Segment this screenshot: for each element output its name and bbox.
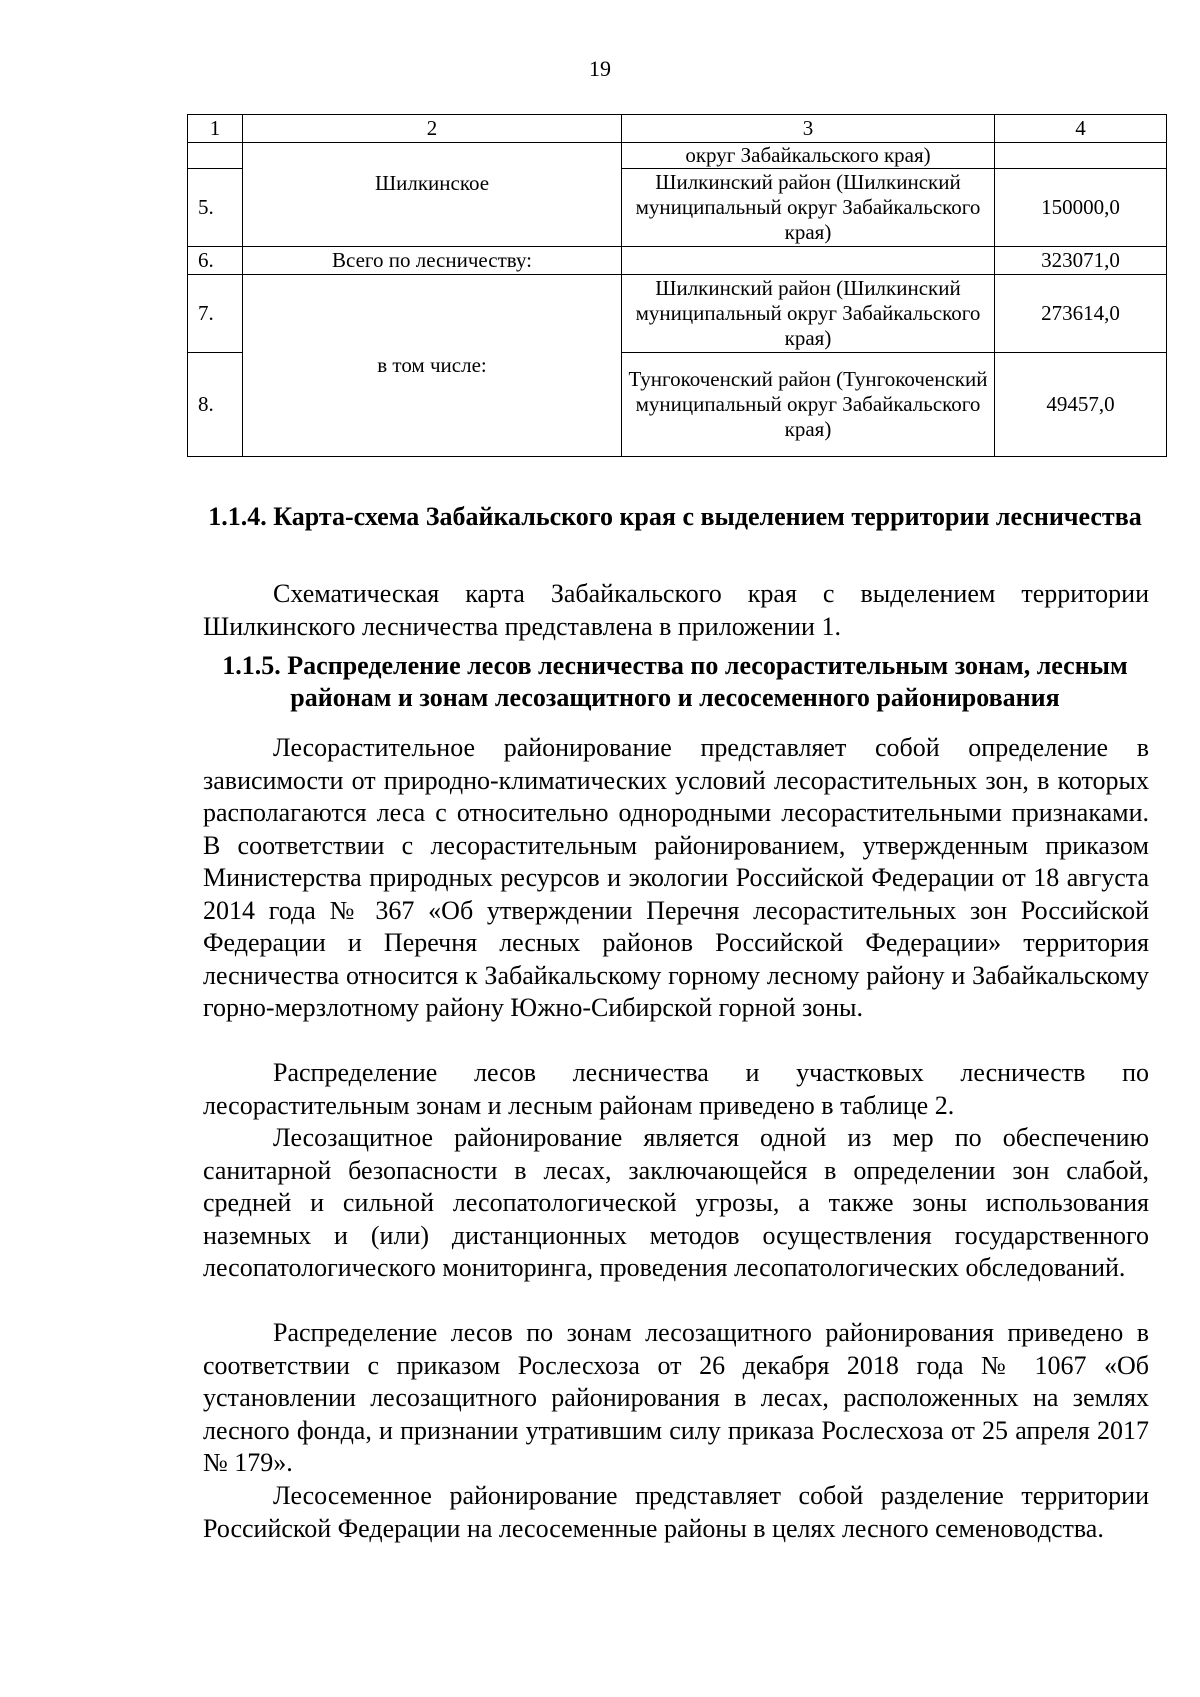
district-cell: Шилкинский район (Шилкинский муниципальный округ Забайкальского края)	[622, 275, 995, 353]
forestry-table	[187, 114, 1167, 457]
area-cell	[995, 143, 1167, 169]
district-cell	[622, 247, 995, 275]
paragraph-forest-protection-zoning: Лесозащитное районирование является одной из мер по обеспечению санитарной безопасности в лесах, заключающейся в определении зон слабой, средней и сильной лесопатологической угрозы, а также зоны использования наземных и (или) дистанционных методов осуществления государственного лесопатологического мониторинга, проведения лесопатологических обследований.	[203, 1123, 1149, 1282]
row-number-cell: 8.	[188, 353, 243, 457]
row-number-cell: 5.	[188, 169, 243, 247]
section-114-paragraph: Схематическая карта Забайкальского края с выделением территории Шилкинского лесничества представлена в приложении 1.	[203, 579, 1149, 641]
district-cell: округ Забайкальского края)	[622, 143, 995, 169]
name-cell	[243, 143, 622, 247]
row-number-cell	[188, 143, 243, 169]
section-114-heading: 1.1.4. Карта-схема Забайкальского края с выделением территории лесничества	[208, 502, 1142, 531]
table-header-cell: 1	[188, 115, 243, 143]
page-number: 19	[589, 56, 611, 81]
table-header-cell: 4	[995, 115, 1167, 143]
forestry-name: Шилкинское	[374, 171, 490, 195]
table-row	[188, 247, 1167, 275]
table-row	[188, 143, 1167, 169]
table-header-cell: 2	[243, 115, 622, 143]
table-row	[188, 275, 1167, 353]
district-cell: Тунгокоченский район (Тунгокоченский муниципальный округ Забайкальского края)	[622, 353, 995, 457]
paragraph-protection-order: Распределение лесов по зонам лесозащитного районирования приведено в соответствии с приказом Рослесхоза от 26 декабря 2018 года № 1067 «Об установлении лесозащитного районирования в лесах, расположенных на землях лесного фонда, и признании утратившим силу приказа Рослесхоза от 25 апреля 2017 № 179».	[203, 1318, 1149, 1477]
paragraph-forest-growth-zoning: Лесорастительное районирование представляет собой определение в зависимости от природно-климатических условий лесорастительных зон, в которых располагаются леса с относительно однородными лесорастительными признаками. В соответствии с лесорастительным районированием, утвержденным приказом Министерства природных ресурсов и экологии Российской Федерации от 18 августа 2014 года № 367 «Об утверждении Перечня лесорастительных зон Российской Федерации и Перечня лесных районов Российской Федерации» территория лесничества относится к Забайкальскому горному лесному району и Забайкальскому горно-мерзлотному району Южно-Сибирской горной зоны.	[203, 733, 1149, 1022]
row-number-cell: 7.	[188, 275, 243, 353]
paragraph-forest-distribution: Распределение лесов лесничества и участковых лесничеств по лесорастительным зонам и лесным районам приведено в таблице 2.	[203, 1058, 1149, 1120]
name-cell: в том числе:	[243, 275, 622, 457]
row-number-cell: 6.	[188, 247, 243, 275]
district-cell: Шилкинский район (Шилкинский муниципальный округ Забайкальского края)	[622, 169, 995, 247]
table-header-cell: 3	[622, 115, 995, 143]
name-cell: Всего по лесничеству:	[243, 247, 622, 275]
section-115-heading: 1.1.5. Распределение лесов лесничества по лесорастительным зонам, лесным районам и зонам лесозащитного и лесосеменного районирования	[222, 651, 1128, 712]
area-cell: 49457,0	[995, 353, 1167, 457]
table-header-row	[188, 115, 1167, 143]
area-cell: 323071,0	[995, 247, 1167, 275]
area-cell: 273614,0	[995, 275, 1167, 353]
paragraph-seed-zoning: Лесосеменное районирование представляет собой разделение территории Российской Федерации на лесосеменные районы в целях лесного семеноводства.	[203, 1481, 1149, 1543]
area-cell: 150000,0	[995, 169, 1167, 247]
